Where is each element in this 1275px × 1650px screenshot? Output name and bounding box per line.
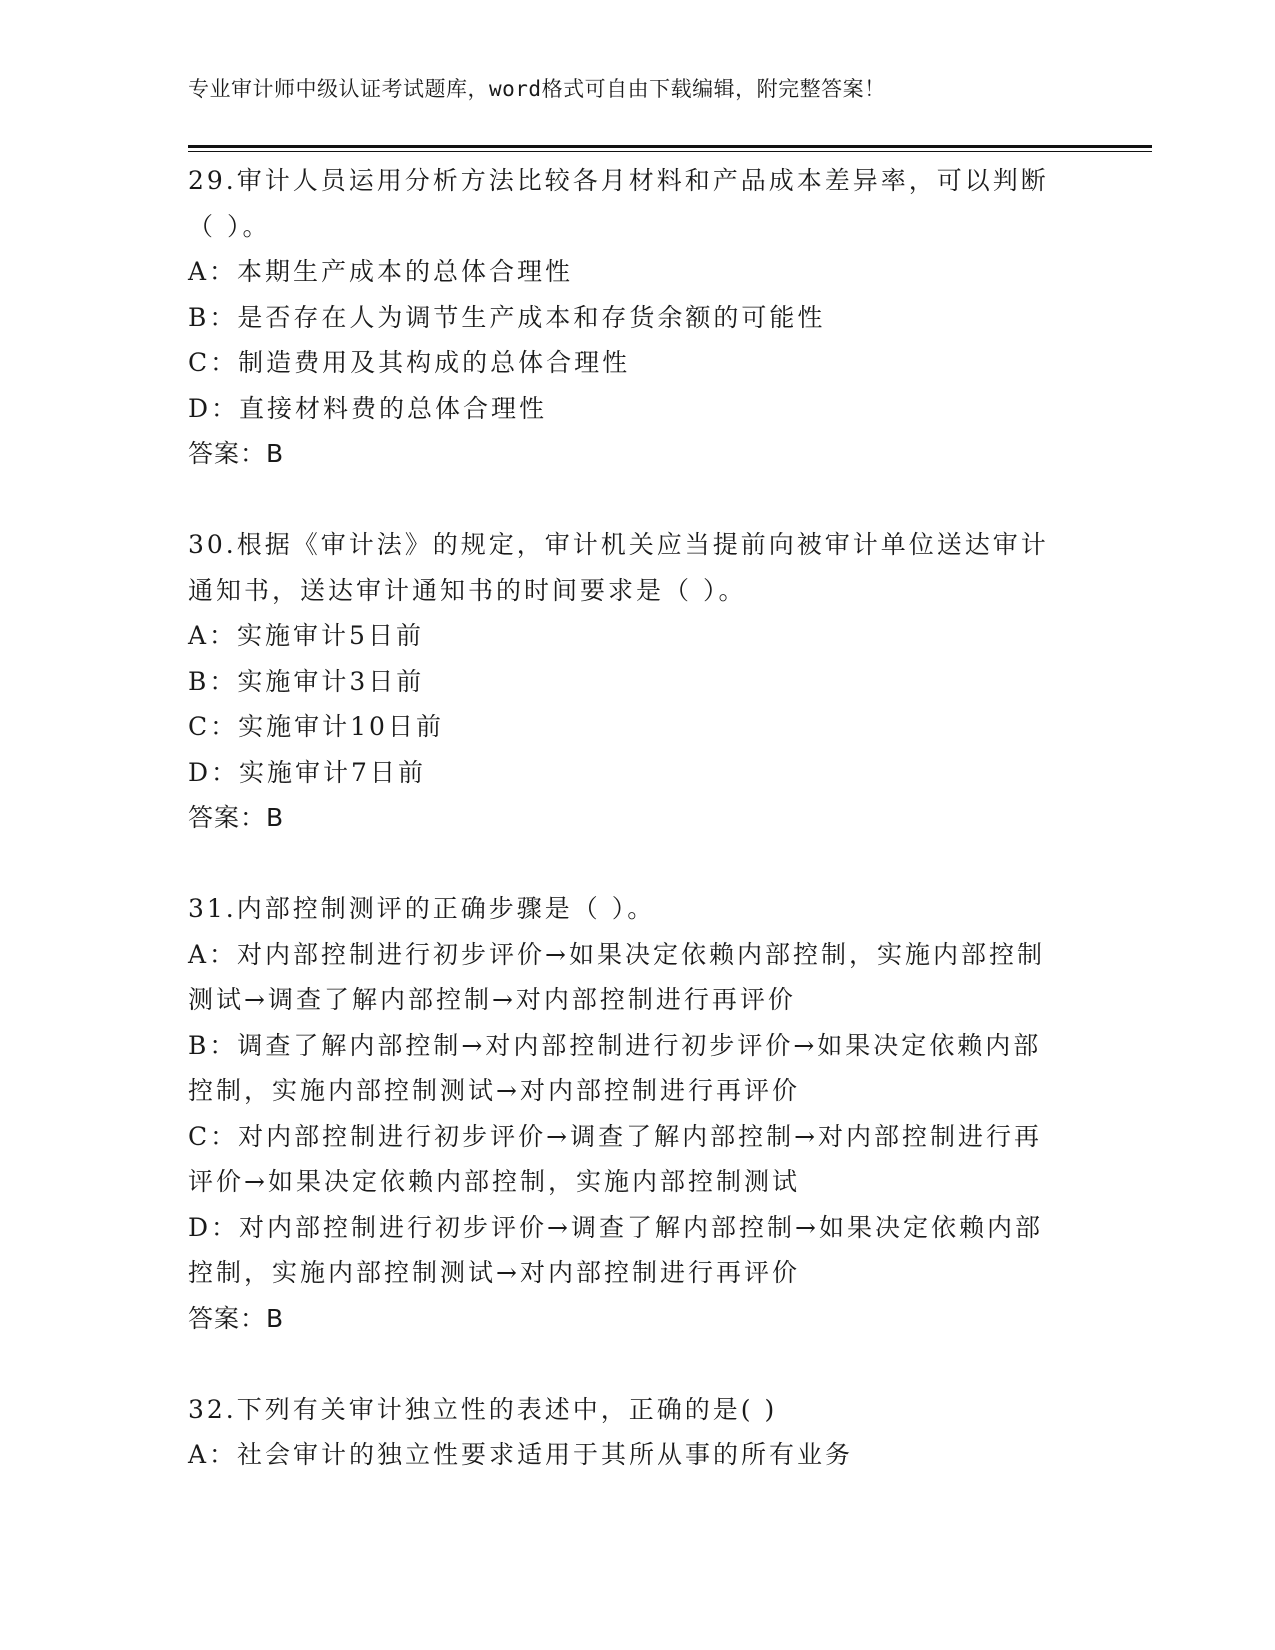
question-stem-line: 32.下列有关审计独立性的表述中，正确的是( ) [188, 1394, 778, 1424]
option-c: C：对内部控制进行初步评价→调查了解内部控制→对内部控制进行再 [188, 1121, 1043, 1151]
option-b-continued: 控制，实施内部控制测试→对内部控制进行再评价 [188, 1076, 800, 1105]
question-stem-line: 29.审计人员运用分析方法比较各月材料和产品成本差异率，可以判断 [188, 166, 1049, 195]
option-a-continued: 测试→调查了解内部控制→对内部控制进行再评价 [188, 985, 796, 1014]
question-spacer [188, 477, 1088, 523]
page-header: 专业审计师中级认证考试题库，word格式可自由下载编辑，附完整答案！ [188, 77, 886, 101]
question-stem-line: 通知书，送达审计通知书的时间要求是（ ）。 [188, 575, 747, 605]
question-30 [188, 522, 1088, 841]
option-a: A：社会审计的独立性要求适用于其所从事的所有业务 [188, 1440, 854, 1469]
question-stem-line: （ ）。 [188, 211, 271, 241]
option-a: A：实施审计5日前 [188, 621, 424, 650]
option-b: B：是否存在人为调节生产成本和存货余额的可能性 [188, 302, 826, 332]
option-c-continued: 评价→如果决定依赖内部控制，实施内部控制测试 [188, 1167, 800, 1196]
header-rule-thick [188, 145, 1152, 148]
option-b: B：实施审计3日前 [188, 666, 425, 696]
option-a: A：对内部控制进行初步评价→如果决定依赖内部控制，实施内部控制 [188, 939, 1046, 969]
option-d: D：对内部控制进行初步评价→调查了解内部控制→如果决定依赖内部 [188, 1212, 1043, 1242]
answer-line: 答案：B [188, 803, 285, 832]
question-spacer [188, 1341, 1088, 1387]
question-29 [188, 158, 1088, 477]
option-d: D：实施审计7日前 [188, 757, 426, 787]
header-rule-thin [188, 151, 1152, 152]
answer-line: 答案：B [188, 439, 285, 468]
question-stem-line: 31.内部控制测评的正确步骤是（ ）。 [188, 894, 656, 923]
option-d: D：直接材料费的总体合理性 [188, 393, 548, 423]
answer-line: 答案：B [188, 1303, 285, 1333]
option-c: C：制造费用及其构成的总体合理性 [188, 348, 631, 377]
option-b: B：调查了解内部控制→对内部控制进行初步评价→如果决定依赖内部 [188, 1030, 1042, 1060]
question-31 [188, 886, 1088, 1341]
option-d-continued: 控制，实施内部控制测试→对内部控制进行再评价 [188, 1258, 800, 1287]
question-list [188, 158, 1088, 1478]
question-spacer [188, 841, 1088, 887]
option-a: A：本期生产成本的总体合理性 [188, 257, 574, 286]
question-stem-line: 30.根据《审计法》的规定，审计机关应当提前向被审计单位送达审计 [188, 530, 1049, 559]
option-c: C：实施审计10日前 [188, 712, 444, 741]
question-32 [188, 1387, 1088, 1478]
